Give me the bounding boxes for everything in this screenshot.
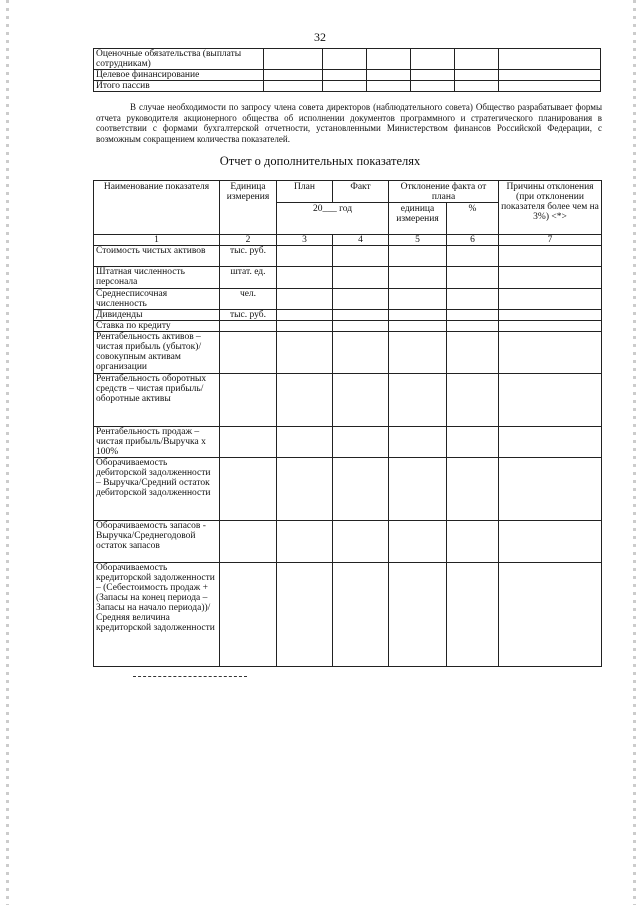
indicator-unit: тыс. руб. — [220, 310, 277, 321]
indicator-unit — [220, 521, 277, 563]
indicator-unit — [220, 427, 277, 458]
table-row — [94, 374, 602, 427]
indicator-name: Стоимость чистых активов — [94, 246, 220, 267]
indicator-name: Штатная численность персонала — [94, 267, 220, 289]
table-row — [94, 310, 602, 321]
header-dev-unit: единица измерения — [389, 203, 447, 235]
table-row — [94, 332, 602, 374]
indicator-name: Среднесписочная численность — [94, 289, 220, 310]
header-deviation: Отклонение факта от плана — [389, 181, 499, 203]
indicator-name: Оборачиваемость кредиторской задолженности – (Себестоимость продаж + (Запасы на конец периода – Запасы на начало периода))/Средняя величина кредиторской задолженности — [94, 563, 220, 667]
column-number: 7 — [499, 235, 602, 246]
table-row — [94, 49, 601, 70]
column-number: 4 — [333, 235, 389, 246]
indicator-name: Оборачиваемость дебиторской задолженности – Выручка/Средний остаток дебиторской задолженности — [94, 458, 220, 521]
header-name: Наименование показателя — [94, 181, 220, 235]
header-plan: План — [277, 181, 333, 203]
indicator-unit: чел. — [220, 289, 277, 310]
header-reasons: Причины отклонения (при отклонении показателя более чем на 3%) <*> — [499, 181, 602, 235]
table-row — [94, 427, 602, 458]
table-row — [94, 563, 602, 667]
report-title: Отчет о дополнительных показателях — [219, 154, 421, 168]
indicator-unit — [220, 458, 277, 521]
column-number: 6 — [447, 235, 499, 246]
column-number: 1 — [94, 235, 220, 246]
indicator-unit — [220, 321, 277, 332]
indicator-unit — [220, 563, 277, 667]
table-row — [94, 521, 602, 563]
row-label: Итого пассив — [94, 81, 264, 92]
scan-edge-right — [633, 0, 636, 905]
header-fact: Факт — [333, 181, 389, 203]
indicator-name: Дивиденды — [94, 310, 220, 321]
intro-paragraph: В случае необходимости по запросу члена совета директоров (наблюдательного совета) Общество разрабатывает формы отчета руководителя акционерного общества об исполнении документов программного и стратегического планирования в соответствии с формами бухгалтерской отчетности, установленными Министерством финансов Российской Федерации, с возможным сокращением количества показателей. — [96, 102, 602, 144]
table-row — [94, 70, 601, 81]
row-label: Оценочные обязательства (выплаты сотрудникам) — [94, 49, 264, 70]
table-row — [94, 267, 602, 289]
indicator-unit: штат. ед. — [220, 267, 277, 289]
page-number: 32 — [314, 30, 326, 44]
header-unit: Единица измерения — [220, 181, 277, 235]
indicator-name: Рентабельность оборотных средств – чистая прибыль/оборотные активы — [94, 374, 220, 427]
column-number: 2 — [220, 235, 277, 246]
footnote-divider — [133, 676, 247, 677]
column-number-row — [94, 235, 602, 246]
scan-edge-left — [6, 0, 9, 905]
indicator-unit — [220, 332, 277, 374]
table-row — [94, 81, 601, 92]
table-row — [94, 321, 602, 332]
indicator-name: Ставка по кредиту — [94, 321, 220, 332]
table-row — [94, 289, 602, 310]
additional-indicators-table — [93, 180, 602, 667]
table-row — [94, 246, 602, 267]
column-number: 3 — [277, 235, 333, 246]
indicator-unit: тыс. руб. — [220, 246, 277, 267]
indicator-name: Оборачиваемость запасов - Выручка/Среднегодовой остаток запасов — [94, 521, 220, 563]
indicator-name: Рентабельность активов – чистая прибыль (убыток)/совокупным активам организации — [94, 332, 220, 374]
column-number: 5 — [389, 235, 447, 246]
table-row — [94, 458, 602, 521]
indicator-unit — [220, 374, 277, 427]
top-balance-table — [93, 48, 601, 92]
indicator-name: Рентабельность продаж – чистая прибыль/Выручка х 100% — [94, 427, 220, 458]
header-year: 20___ год — [277, 203, 389, 235]
header-dev-percent: % — [447, 203, 499, 235]
row-label: Целевое финансирование — [94, 70, 264, 81]
header-row — [94, 181, 602, 203]
